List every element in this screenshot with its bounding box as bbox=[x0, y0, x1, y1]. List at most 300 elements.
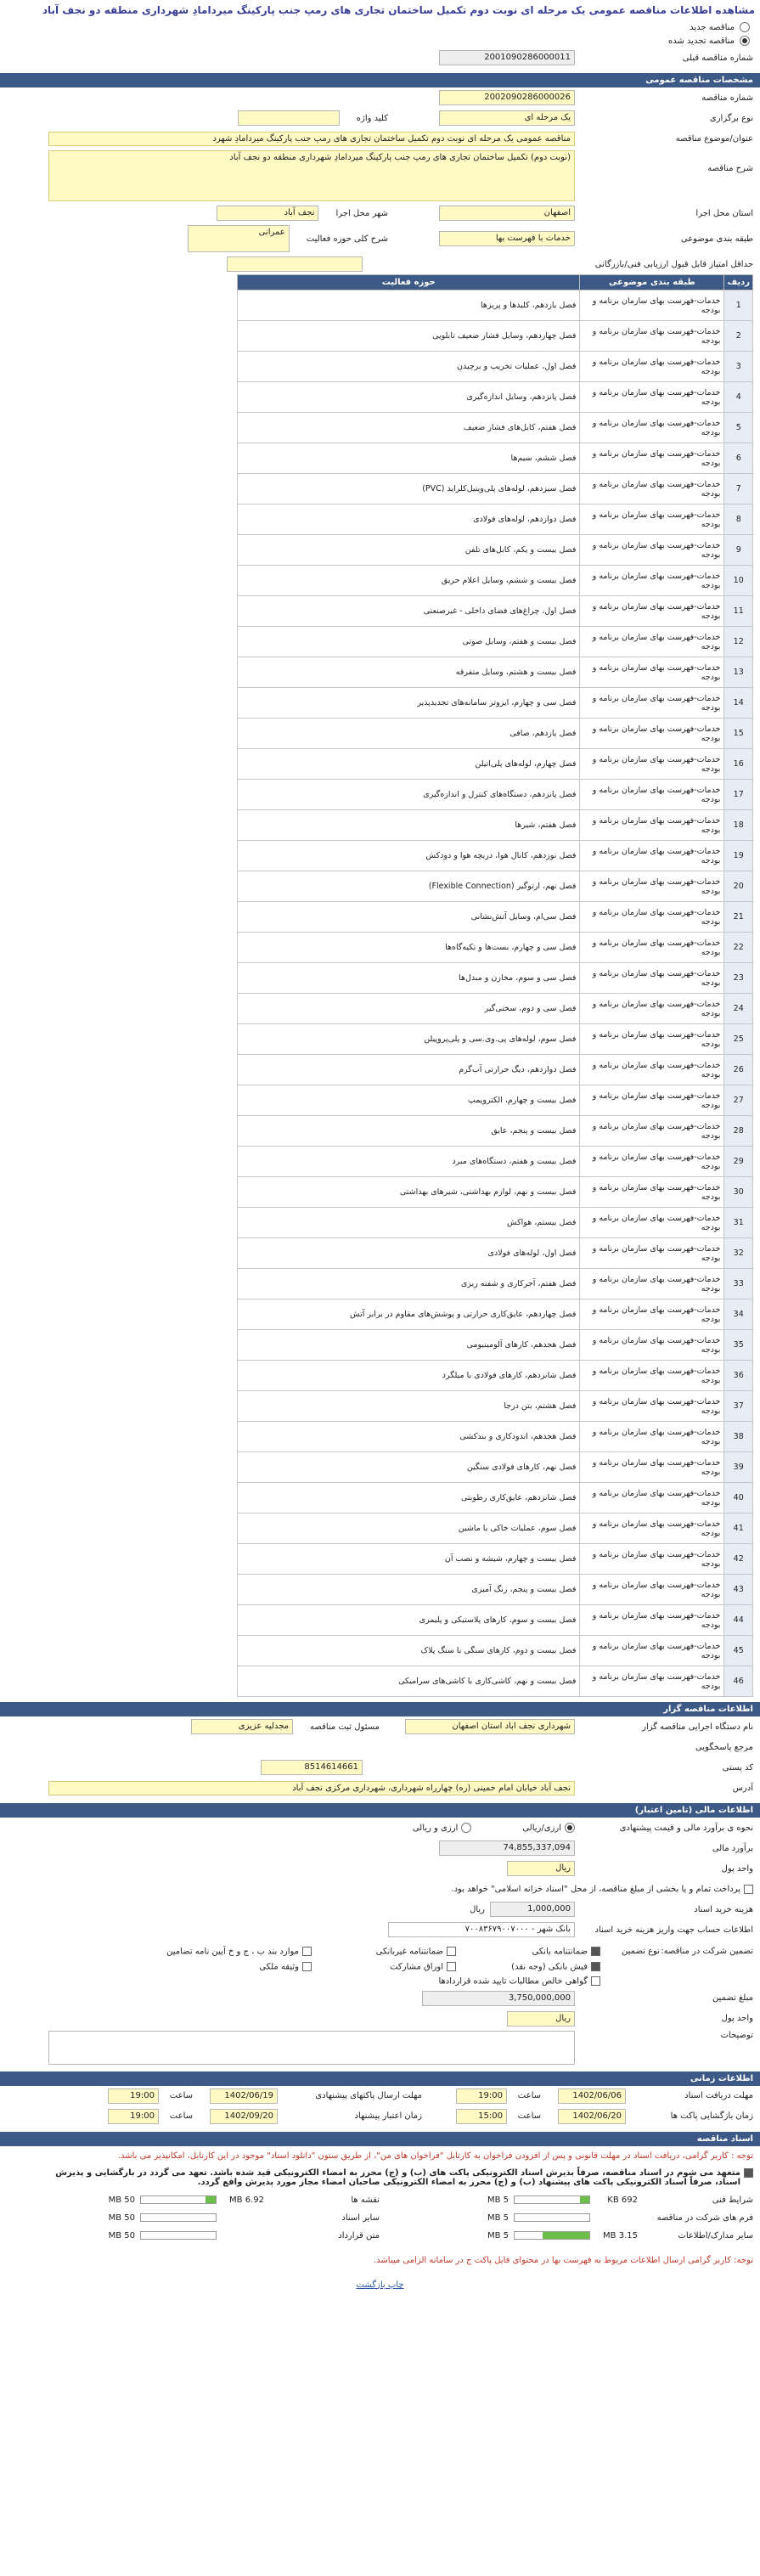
doc-file-max: 50 MB bbox=[108, 2230, 135, 2241]
open-time: 15:00 bbox=[456, 2109, 507, 2124]
row-number-cell: 15 bbox=[724, 719, 753, 749]
prev-tender-row bbox=[0, 48, 760, 68]
activity-cell: فصل سی و چهارم، بست‌ها و تکیه‌گاه‌ها bbox=[238, 933, 580, 963]
table-row bbox=[238, 1177, 753, 1208]
category-cell: خدمات-فهرست بهای سازمان برنامه و بودجه bbox=[580, 443, 724, 474]
treasury-checkbox[interactable] bbox=[744, 1885, 753, 1894]
activity-cell: فصل بیست و چهارم، الکتروپمپ bbox=[238, 1085, 580, 1116]
row-number-cell: 17 bbox=[724, 780, 753, 810]
estimate-row bbox=[0, 1838, 760, 1858]
type-label: نوع برگزاری bbox=[709, 113, 753, 123]
row-number-cell: 33 bbox=[724, 1269, 753, 1299]
checkbox-icon[interactable] bbox=[591, 1976, 600, 1986]
docs-note-1: توجه : کاربر گرامی، دریافت اسناد در مهلت قانونی و پس از افزودن فراخوان به کارتابل "فراخوان های من"، از طریق ستون "دانلود اسناد" موجود در این کارتابل، امکانپذیر می باشد. bbox=[117, 2151, 753, 2161]
row-number-cell: 4 bbox=[724, 382, 753, 413]
doc-fee-value: 1,000,000 bbox=[490, 1902, 575, 1917]
min-score-row bbox=[0, 254, 760, 274]
table-row bbox=[238, 413, 753, 443]
timing-row-2 bbox=[0, 2106, 760, 2127]
table-row bbox=[238, 1605, 753, 1636]
category-cell: خدمات-فهرست بهای سازمان برنامه و بودجه bbox=[580, 871, 724, 902]
keyword-value bbox=[238, 110, 340, 126]
row-number-cell: 40 bbox=[724, 1483, 753, 1513]
type-value: یک مرحله ای bbox=[439, 110, 575, 126]
city-value: نجف آباد bbox=[217, 206, 318, 221]
category-cell: خدمات-فهرست بهای سازمان برنامه و بودجه bbox=[580, 1085, 724, 1116]
contact-value: مجدلیه عزیزی bbox=[191, 1719, 293, 1734]
doc-file-progress-fill bbox=[543, 2232, 589, 2239]
row-number-cell: 12 bbox=[724, 627, 753, 657]
doc-file-name: فرم های شرکت در مناقصه bbox=[656, 2212, 753, 2223]
docs-note-2: توجه: کاربر گرامی ارسال اطلاعات مربوط به فهرست بها در محتوای فایل پاکت ج در سامانه الزامی میباشد. bbox=[373, 2255, 753, 2265]
bank-value: بانک شهر - ۷۰۰۸۳۶۷۹۰۰۷۰۰۰ bbox=[388, 1922, 575, 1937]
category-cell: خدمات-فهرست بهای سازمان برنامه و بودجه bbox=[580, 1177, 724, 1208]
guarantee-option[interactable] bbox=[125, 1947, 312, 1957]
doc-get-deadline-label: مهلت دریافت اسناد bbox=[684, 2091, 753, 2100]
bank-label: اطلاعات حساب جهت واریز هزینه خرید اسناد bbox=[594, 1925, 753, 1935]
checkbox-checked-icon[interactable] bbox=[591, 1947, 600, 1956]
print-back-link[interactable] bbox=[0, 2274, 760, 2297]
activity-cell: فصل هشتم، بتن درجا bbox=[238, 1391, 580, 1422]
doc-file-progress-bar bbox=[140, 2196, 217, 2204]
guarantee-option-label: اوراق مشارکت bbox=[390, 1962, 443, 1971]
category-cell: خدمات-فهرست بهای سازمان برنامه و بودجه bbox=[580, 841, 724, 871]
table-row bbox=[238, 321, 753, 352]
postal-value: 8514614661 bbox=[261, 1760, 363, 1775]
guarantee-option-label: وثیقه ملکی bbox=[259, 1962, 299, 1971]
activity-cell: فصل اول، عملیات تخریب و برچیدن bbox=[238, 352, 580, 382]
guarantee-amount-value: 3,750,000,000 bbox=[422, 1991, 575, 2006]
table-row bbox=[238, 566, 753, 596]
prev-tender-label: شماره مناقصه قبلی bbox=[682, 53, 753, 63]
table-row bbox=[238, 871, 753, 902]
category-cell: خدمات-فهرست بهای سازمان برنامه و بودجه bbox=[580, 810, 724, 841]
city-label: شهر محل اجرا bbox=[335, 208, 388, 218]
address-row bbox=[0, 1778, 760, 1798]
guarantee-option[interactable] bbox=[456, 1947, 600, 1957]
commit-checkbox[interactable] bbox=[744, 2168, 753, 2178]
row-number-cell: 38 bbox=[724, 1422, 753, 1452]
location-row bbox=[0, 203, 760, 223]
guarantee-option-label: گواهی خالص مطالبات تایید شده قراردادها bbox=[438, 1976, 588, 1987]
category-cell: خدمات-فهرست بهای سازمان برنامه و بودجه bbox=[580, 1422, 724, 1452]
cat-desc-label: شرح کلی حوزه فعالیت bbox=[306, 234, 388, 244]
table-row bbox=[238, 504, 753, 535]
category-cell: خدمات-فهرست بهای سازمان برنامه و بودجه bbox=[580, 1666, 724, 1697]
doc-file-progress-bar bbox=[140, 2213, 217, 2222]
category-cell: خدمات-فهرست بهای سازمان برنامه و بودجه bbox=[580, 1483, 724, 1513]
activity-cell: فصل شانزدهم، عایق‌کاری رطوبتی bbox=[238, 1483, 580, 1513]
category-value: خدمات با فهرست بها bbox=[439, 231, 575, 246]
category-cell: خدمات-فهرست بهای سازمان برنامه و بودجه bbox=[580, 1116, 724, 1147]
table-row bbox=[238, 1361, 753, 1391]
row-number-cell: 9 bbox=[724, 535, 753, 566]
guarantee-option[interactable] bbox=[312, 1962, 456, 1972]
table-row bbox=[238, 810, 753, 841]
treasury-text: پرداخت تمام و یا بخشی از مبلغ مناقصه، از محل "اسناد خزانه اسلامی" خواهد بود. bbox=[451, 1884, 740, 1894]
cat-desc-value: عمرانی bbox=[188, 225, 290, 252]
organizer-name-row bbox=[0, 1716, 760, 1737]
table-row bbox=[238, 1422, 753, 1452]
table-row bbox=[238, 657, 753, 688]
funding-label: نحوه ی برآورد مالی و قیمت پیشنهادی bbox=[619, 1823, 753, 1833]
postal-row bbox=[0, 1757, 760, 1778]
category-cell: خدمات-فهرست بهای سازمان برنامه و بودجه bbox=[580, 474, 724, 504]
doc-fee-label: هزینه خرید اسناد bbox=[694, 1904, 753, 1914]
activity-cell: فصل هفتم، آجرکاری و شفته ریزی bbox=[238, 1269, 580, 1299]
open-label: زمان بازگشایی پاکت ها bbox=[670, 2111, 753, 2121]
description-row bbox=[0, 149, 760, 203]
guarantee-type-label: نوع تضمین bbox=[622, 1947, 660, 1956]
row-number-cell: 23 bbox=[724, 963, 753, 994]
new-tender-radio[interactable] bbox=[0, 20, 760, 34]
activity-cell: فصل سوم، لوله‌های پی.وی.سی و پلی‌پروپیلن bbox=[238, 1024, 580, 1055]
subject-value: مناقصه عمومی یک مرحله ای نوبت دوم تکمیل ساختمان تجاری های رمپ جنب پارکینگ میردامادِ شهرد bbox=[48, 132, 575, 146]
table-row bbox=[238, 688, 753, 719]
doc-file-name: سایر اسناد bbox=[341, 2212, 380, 2223]
category-cell: خدمات-فهرست بهای سازمان برنامه و بودجه bbox=[580, 688, 724, 719]
row-number-cell: 39 bbox=[724, 1452, 753, 1483]
category-cell: خدمات-فهرست بهای سازمان برنامه و بودجه bbox=[580, 1024, 724, 1055]
guarantee-option[interactable] bbox=[125, 1976, 600, 1987]
address-label: آدرس bbox=[732, 1783, 753, 1793]
province-value: اصفهان bbox=[439, 206, 575, 221]
radio-label: مناقصه تجدید شده bbox=[668, 36, 735, 46]
row-number-cell: 32 bbox=[724, 1238, 753, 1269]
category-cell: خدمات-فهرست بهای سازمان برنامه و بودجه bbox=[580, 1452, 724, 1483]
row-number-cell: 30 bbox=[724, 1177, 753, 1208]
commit-row bbox=[0, 2167, 760, 2189]
doc-send-date: 1402/06/19 bbox=[210, 2088, 278, 2104]
category-cell: خدمات-فهرست بهای سازمان برنامه و بودجه bbox=[580, 902, 724, 933]
checkbox-icon[interactable] bbox=[302, 1947, 312, 1956]
activity-cell: فصل پانزدهم، وسایل اندازه‌گیری bbox=[238, 382, 580, 413]
category-cell: خدمات-فهرست بهای سازمان برنامه و بودجه bbox=[580, 1269, 724, 1299]
general-section-header: مشخصات مناقصه عمومی bbox=[0, 73, 760, 87]
activity-cell: فصل بیست و یکم، کابل‌های تلفن bbox=[238, 535, 580, 566]
table-row bbox=[238, 1452, 753, 1483]
col-header-category: طبقه بندی موضوعی bbox=[580, 275, 724, 290]
category-cell: خدمات-فهرست بهای سازمان برنامه و بودجه bbox=[580, 1544, 724, 1575]
doc-file-item[interactable] bbox=[380, 2213, 753, 2223]
category-table bbox=[237, 274, 753, 1697]
table-row bbox=[238, 1238, 753, 1269]
table-row bbox=[238, 596, 753, 627]
row-number-cell: 16 bbox=[724, 749, 753, 780]
activity-cell: فصل هفتم، کابل‌های فشار ضعیف bbox=[238, 413, 580, 443]
activity-cell: فصل بیست و ششم، وسایل اعلام حریق bbox=[238, 566, 580, 596]
category-cell: خدمات-فهرست بهای سازمان برنامه و بودجه bbox=[580, 780, 724, 810]
activity-cell: فصل بیست و هفتم، دستگاه‌های مبرد bbox=[238, 1147, 580, 1177]
guarantee-option[interactable] bbox=[456, 1962, 600, 1972]
min-score-label: حداقل امتیاز قابل قبول ارزیابی فنی/بازرگانی bbox=[594, 259, 753, 269]
category-cell: خدمات-فهرست بهای سازمان برنامه و بودجه bbox=[580, 657, 724, 688]
bank-row bbox=[0, 1919, 760, 1940]
table-row bbox=[238, 1085, 753, 1116]
table-row bbox=[238, 1208, 753, 1238]
table-row bbox=[238, 1299, 753, 1330]
category-cell: خدمات-فهرست بهای سازمان برنامه و بودجه bbox=[580, 290, 724, 321]
category-cell: خدمات-فهرست بهای سازمان برنامه و بودجه bbox=[580, 627, 724, 657]
checkbox-icon[interactable] bbox=[447, 1962, 456, 1971]
doc-file-item[interactable] bbox=[6, 2196, 380, 2205]
checkbox-icon[interactable] bbox=[302, 1962, 312, 1971]
activity-cell: فصل هجدهم، کارهای آلومینیومی bbox=[238, 1330, 580, 1361]
timing-section-header: اطلاعات زمانی bbox=[0, 2072, 760, 2086]
doc-fee-unit: ریال bbox=[470, 1904, 485, 1914]
row-number-cell: 36 bbox=[724, 1361, 753, 1391]
table-row bbox=[238, 474, 753, 504]
category-cell: خدمات-فهرست بهای سازمان برنامه و بودجه bbox=[580, 1208, 724, 1238]
activity-cell: فصل سی و سوم، مخازن و مبدل‌ها bbox=[238, 963, 580, 994]
validity-label: زمان اعتبار پیشنهاد bbox=[354, 2111, 422, 2121]
guarantee-unit-row bbox=[0, 2009, 760, 2029]
table-row bbox=[238, 1055, 753, 1085]
timing-row-1 bbox=[0, 2086, 760, 2106]
doc-file-max: 50 MB bbox=[108, 2195, 135, 2205]
row-number-cell: 8 bbox=[724, 504, 753, 535]
open-date: 1402/06/20 bbox=[558, 2109, 626, 2124]
table-header-row bbox=[238, 275, 753, 290]
row-number-cell: 27 bbox=[724, 1085, 753, 1116]
activity-cell: فصل سی و دوم، سختی‌گیر bbox=[238, 994, 580, 1024]
doc-send-deadline-label: مهلت ارسال پاکتهای پیشنهادی bbox=[315, 2091, 422, 2100]
min-score-value bbox=[227, 256, 363, 272]
row-number-cell: 24 bbox=[724, 994, 753, 1024]
postal-label: کد پستی bbox=[722, 1762, 753, 1773]
time-label: ساعت bbox=[517, 2111, 541, 2121]
activity-cell: فصل یازدهم، صافی bbox=[238, 719, 580, 749]
reference-row bbox=[0, 1737, 760, 1757]
table-row bbox=[238, 994, 753, 1024]
currency-value: ریال bbox=[507, 1861, 575, 1876]
row-number-cell: 5 bbox=[724, 413, 753, 443]
row-number-cell: 45 bbox=[724, 1636, 753, 1666]
doc-file-progress-fill bbox=[580, 2196, 589, 2203]
print-back-link-text[interactable]: چاپ بازگشت bbox=[356, 2280, 404, 2290]
doc-files-grid bbox=[0, 2189, 760, 2247]
activity-cell: فصل سی و چهارم، ایزوتر سامانه‌های تجدیدپذیر bbox=[238, 688, 580, 719]
row-number-cell: 2 bbox=[724, 321, 753, 352]
category-cell: خدمات-فهرست بهای سازمان برنامه و بودجه bbox=[580, 994, 724, 1024]
table-row bbox=[238, 963, 753, 994]
row-number-cell: 7 bbox=[724, 474, 753, 504]
activity-cell: فصل بیست و هشتم، وسایل متفرقه bbox=[238, 657, 580, 688]
table-row bbox=[238, 1666, 753, 1697]
address-value: نجف آباد خیابان امام خمینی (ره) چهارراه شهرداری، شهرداری مرکزی نجف آباد bbox=[48, 1781, 575, 1795]
radio-checked-icon[interactable] bbox=[740, 36, 750, 46]
doc-file-progress-bar bbox=[514, 2196, 590, 2204]
row-number-cell: 42 bbox=[724, 1544, 753, 1575]
table-row bbox=[238, 841, 753, 871]
activity-cell: فصل سوم، عملیات خاکی با ماشین bbox=[238, 1513, 580, 1544]
doc-file-size: 3.15 MB bbox=[603, 2230, 638, 2241]
activity-cell: فصل بیست و نهم، لوازم بهداشتی، شیرهای بهداشتی bbox=[238, 1177, 580, 1208]
doc-file-name: سایر مدارک/اطلاعات bbox=[678, 2230, 753, 2241]
row-number-cell: 10 bbox=[724, 566, 753, 596]
guarantee-unit-value: ریال bbox=[507, 2011, 575, 2026]
doc-file-max: 50 MB bbox=[108, 2212, 135, 2223]
radio-checked-icon[interactable] bbox=[565, 1823, 575, 1833]
category-cell: خدمات-فهرست بهای سازمان برنامه و بودجه bbox=[580, 1147, 724, 1177]
row-number-cell: 26 bbox=[724, 1055, 753, 1085]
row-number-cell: 34 bbox=[724, 1299, 753, 1330]
activity-cell: فصل هفتم، شیرها bbox=[238, 810, 580, 841]
doc-file-max: 5 MB bbox=[487, 2212, 509, 2223]
currency-label: واحد پول bbox=[721, 1863, 753, 1874]
organizer-name-label: نام دستگاه اجرایی مناقصه گزار bbox=[642, 1722, 753, 1732]
activity-cell: فصل سیزدهم، لوله‌های پلی‌وینیل‌کلراید (PVC) bbox=[238, 474, 580, 504]
organizer-name-value: شهرداری نجف اباد استان اصفهان bbox=[405, 1719, 575, 1734]
activity-cell: فصل دوازدهم، لوله‌های فولادی bbox=[238, 504, 580, 535]
radio-icon[interactable] bbox=[461, 1823, 471, 1833]
doc-send-time: 19:00 bbox=[108, 2088, 159, 2104]
row-number-cell: 31 bbox=[724, 1208, 753, 1238]
activity-cell: فصل اول، چراغ‌های فضای داخلی - غیرصنعتی bbox=[238, 596, 580, 627]
doc-file-item[interactable] bbox=[380, 2196, 753, 2205]
renewed-tender-radio[interactable] bbox=[0, 34, 760, 48]
activity-cell: فصل نهم، ارتوگیر (Flexible Connection) bbox=[238, 871, 580, 902]
guarantee-option-label: فیش بانکی (وجه نقد) bbox=[511, 1962, 588, 1971]
row-number-cell: 29 bbox=[724, 1147, 753, 1177]
activity-cell: فصل بیست و چهارم، شیشه و نصب آن bbox=[238, 1544, 580, 1575]
funding-row bbox=[0, 1818, 760, 1838]
guarantee-option-label: ضمانتنامه بانکی bbox=[532, 1947, 588, 1957]
radio-label: مناقصه جدید bbox=[690, 22, 735, 32]
row-number-cell: 19 bbox=[724, 841, 753, 871]
table-row bbox=[238, 1575, 753, 1605]
doc-file-name: متن قرارداد bbox=[338, 2230, 380, 2241]
guarantee-option-label: موارد بند ب ، ج و خ آیین نامه تضامین bbox=[166, 1947, 299, 1957]
guarantee-amount-label: مبلغ تضمین bbox=[712, 1993, 753, 2003]
tender-number-value: 2002090286000026 bbox=[439, 90, 575, 105]
funding-option-rial: ارزی/ریالی bbox=[522, 1823, 561, 1833]
category-cell: خدمات-فهرست بهای سازمان برنامه و بودجه bbox=[580, 719, 724, 749]
row-number-cell: 25 bbox=[724, 1024, 753, 1055]
time-label: ساعت bbox=[517, 2091, 541, 2100]
table-row bbox=[238, 290, 753, 321]
keyword-label: کلید واژه bbox=[356, 113, 388, 123]
table-row bbox=[238, 902, 753, 933]
doc-file-progress-bar bbox=[514, 2231, 590, 2240]
category-cell: خدمات-فهرست بهای سازمان برنامه و بودجه bbox=[580, 535, 724, 566]
guarantee-amount-row bbox=[0, 1988, 760, 2009]
activity-cell: فصل چهارم، لوله‌های پلی‌اتیلن bbox=[238, 749, 580, 780]
activity-cell: فصل پانزدهم، دستگاه‌های کنترل و اندازه‌گیری bbox=[238, 780, 580, 810]
row-number-cell: 41 bbox=[724, 1513, 753, 1544]
category-cell: خدمات-فهرست بهای سازمان برنامه و بودجه bbox=[580, 1299, 724, 1330]
table-row bbox=[238, 1116, 753, 1147]
doc-file-name: شرایط فنی bbox=[712, 2195, 753, 2205]
type-row bbox=[0, 108, 760, 128]
table-row bbox=[238, 780, 753, 810]
row-number-cell: 14 bbox=[724, 688, 753, 719]
row-number-cell: 6 bbox=[724, 443, 753, 474]
activity-cell: فصل چهاردهم، عایق‌کاری حرارتی و پوشش‌های مقاوم در برابر آتش bbox=[238, 1299, 580, 1330]
row-number-cell: 11 bbox=[724, 596, 753, 627]
category-cell: خدمات-فهرست بهای سازمان برنامه و بودجه bbox=[580, 504, 724, 535]
province-label: استان محل اجرا bbox=[695, 208, 753, 218]
activity-cell: فصل نهم، کارهای فولادی سنگین bbox=[238, 1452, 580, 1483]
commit-text: متعهد می شوم در اسناد مناقصه، صرفاً بذیرش اسناد الکترونیکی پاکت های (ب) و (ج) محرز به امضاء الکترونیکی قید شده باشد. تعهد می گردد در بارگشایی و پذیرش اسناد، صرفاً اسناد الکترونیکی پاکت های پیشنهاد (ب) و (ج) محرز به امضاء الکترونیکی صاحبان امضاء مجاز مورد پذیرش واقع گردد. bbox=[55, 2167, 740, 2187]
table-row bbox=[238, 1636, 753, 1666]
validity-date: 1402/09/20 bbox=[210, 2109, 278, 2124]
activity-cell: فصل بیست و هفتم، وسایل صوتی bbox=[238, 627, 580, 657]
category-label: طبقه بندی موضوعی bbox=[680, 234, 753, 244]
activity-cell: فصل دوازدهم، دیگ حرارتی آب‌گرم bbox=[238, 1055, 580, 1085]
row-number-cell: 20 bbox=[724, 871, 753, 902]
table-row bbox=[238, 1269, 753, 1299]
finance-section-header: اطلاعات مالی (تامین اعتبار) bbox=[0, 1803, 760, 1818]
guarantee-options bbox=[125, 1947, 600, 1987]
category-cell: خدمات-فهرست بهای سازمان برنامه و بودجه bbox=[580, 1605, 724, 1636]
row-number-cell: 35 bbox=[724, 1330, 753, 1361]
category-cell: خدمات-فهرست بهای سازمان برنامه و بودجه bbox=[580, 596, 724, 627]
category-cell: خدمات-فهرست بهای سازمان برنامه و بودجه bbox=[580, 1055, 724, 1085]
doc-file-item[interactable] bbox=[6, 2231, 380, 2241]
time-label: ساعت bbox=[169, 2091, 193, 2100]
row-number-cell: 18 bbox=[724, 810, 753, 841]
row-number-cell: 13 bbox=[724, 657, 753, 688]
category-cell: خدمات-فهرست بهای سازمان برنامه و بودجه bbox=[580, 1575, 724, 1605]
row-number-cell: 22 bbox=[724, 933, 753, 963]
organizer-section-header: اطلاعات مناقصه گزار bbox=[0, 1702, 760, 1716]
category-cell: خدمات-فهرست بهای سازمان برنامه و بودجه bbox=[580, 566, 724, 596]
category-cell: خدمات-فهرست بهای سازمان برنامه و بودجه bbox=[580, 1513, 724, 1544]
activity-cell: فصل بیست و سوم، کارهای پلاستیکی و پلیمری bbox=[238, 1605, 580, 1636]
checkbox-checked-icon[interactable] bbox=[591, 1962, 600, 1971]
guarantee-label: تضمین شرکت در مناقصه: bbox=[661, 1947, 753, 1956]
category-cell: خدمات-فهرست بهای سازمان برنامه و بودجه bbox=[580, 1361, 724, 1391]
doc-get-time: 19:00 bbox=[456, 2088, 507, 2104]
activity-cell: فصل ششم، سیم‌ها bbox=[238, 443, 580, 474]
table-row bbox=[238, 1147, 753, 1177]
category-cell: خدمات-فهرست بهای سازمان برنامه و بودجه bbox=[580, 963, 724, 994]
table-row bbox=[238, 382, 753, 413]
funding-option-fx: ارزی و ریالی bbox=[412, 1823, 459, 1833]
guarantee-block bbox=[0, 1940, 760, 1988]
table-row bbox=[238, 933, 753, 963]
activity-cell: فصل بیستم، هواکش bbox=[238, 1208, 580, 1238]
doc-file-progress-fill bbox=[205, 2196, 216, 2203]
table-row bbox=[238, 1024, 753, 1055]
activity-cell: فصل بیست و دوم، کارهای سنگی با سنگ پلاک bbox=[238, 1636, 580, 1666]
activity-cell: فصل بیست و پنجم، عایق bbox=[238, 1116, 580, 1147]
activity-cell: فصل بیست و پنجم، رنگ آمیزی bbox=[238, 1575, 580, 1605]
category-cell: خدمات-فهرست بهای سازمان برنامه و بودجه bbox=[580, 1636, 724, 1666]
row-number-cell: 43 bbox=[724, 1575, 753, 1605]
doc-file-item[interactable] bbox=[6, 2213, 380, 2223]
validity-time: 19:00 bbox=[108, 2109, 159, 2124]
row-number-cell: 46 bbox=[724, 1666, 753, 1697]
guarantee-desc-row bbox=[0, 2029, 760, 2066]
category-cell: خدمات-فهرست بهای سازمان برنامه و بودجه bbox=[580, 1330, 724, 1361]
table-row bbox=[238, 749, 753, 780]
table-row bbox=[238, 1513, 753, 1544]
activity-cell: فصل نوزدهم، کانال هوا، دریچه هوا و دودکش bbox=[238, 841, 580, 871]
activity-cell: فصل سی‌ام، وسایل آتش‌نشانی bbox=[238, 902, 580, 933]
row-number-cell: 3 bbox=[724, 352, 753, 382]
radio-icon[interactable] bbox=[740, 22, 750, 32]
guarantee-option[interactable] bbox=[125, 1962, 312, 1972]
checkbox-icon[interactable] bbox=[447, 1947, 456, 1956]
doc-file-progress-bar bbox=[514, 2213, 590, 2222]
col-header-activity: حوزه فعالیت bbox=[238, 275, 580, 290]
table-row bbox=[238, 443, 753, 474]
doc-file-item[interactable] bbox=[380, 2231, 753, 2241]
currency-row bbox=[0, 1858, 760, 1879]
guarantee-option[interactable] bbox=[312, 1947, 456, 1957]
